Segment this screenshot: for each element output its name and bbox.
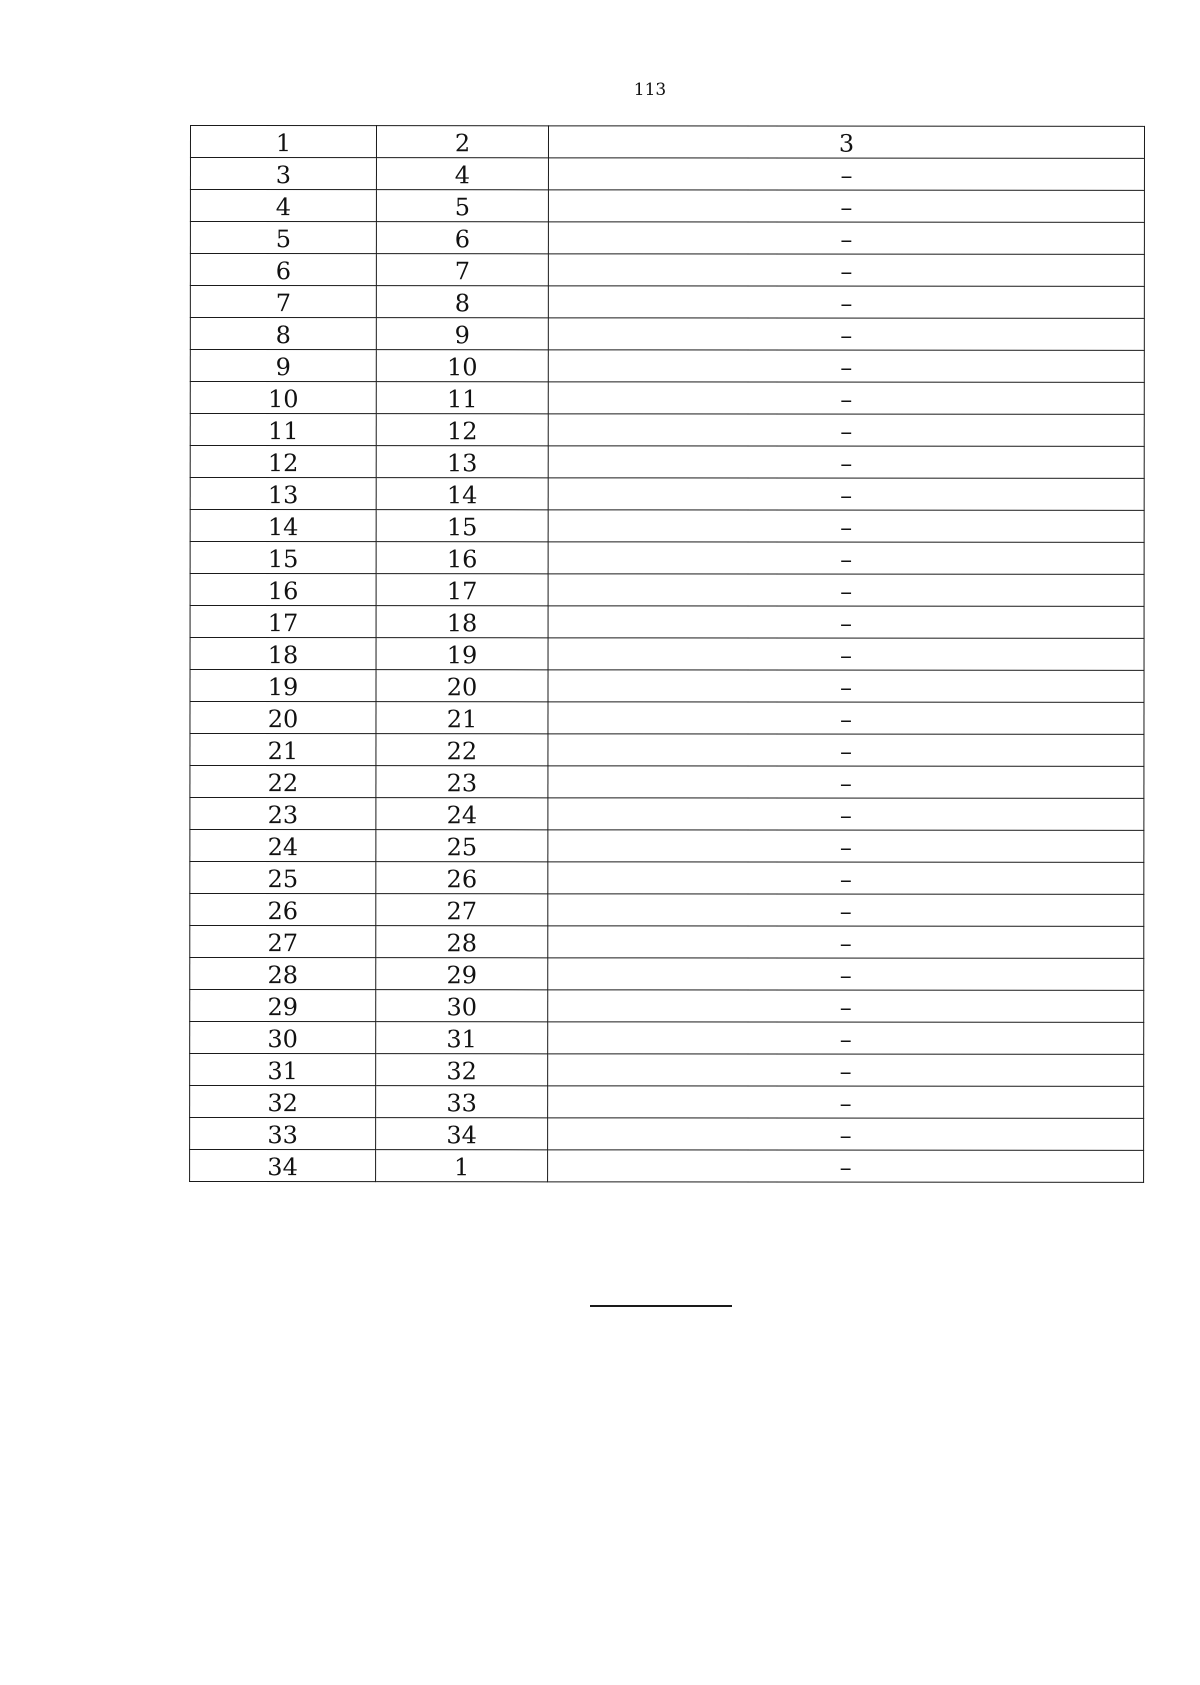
- table-cell-col3: –: [548, 1054, 1144, 1087]
- header-cell-col1: 1: [190, 126, 376, 158]
- table-cell-col3: –: [548, 606, 1144, 639]
- table-row: [190, 414, 1144, 447]
- table-cell-col2: 16: [376, 542, 548, 574]
- table-cell-col3: –: [548, 638, 1144, 671]
- table-row: [190, 638, 1144, 671]
- table-cell-col1: 5: [190, 222, 376, 254]
- table-row: [190, 1086, 1144, 1119]
- table-cell-col1: 34: [190, 1150, 376, 1182]
- table-cell-col1: 16: [190, 574, 376, 606]
- table-cell-col1: 15: [190, 542, 376, 574]
- table-cell-col2: 29: [376, 958, 548, 990]
- table-row: [190, 1054, 1144, 1087]
- table-row: [190, 862, 1144, 895]
- table-cell-col2: 15: [376, 510, 548, 542]
- table-cell-col1: 25: [190, 862, 376, 894]
- table-cell-col2: 22: [376, 734, 548, 766]
- table-cell-col1: 30: [190, 1022, 376, 1054]
- table-row: [190, 894, 1144, 927]
- table-row: [190, 286, 1144, 319]
- table-cell-col3: –: [548, 318, 1144, 351]
- table-cell-col1: 27: [190, 926, 376, 958]
- table-cell-col2: 8: [376, 286, 548, 318]
- table-cell-col2: 11: [376, 382, 548, 414]
- table-row: [190, 542, 1144, 575]
- table-row: [190, 382, 1144, 415]
- table-cell-col2: 24: [376, 798, 548, 830]
- table-row: [190, 510, 1144, 543]
- table-cell-col2: 19: [376, 638, 548, 670]
- table-cell-col3: –: [548, 702, 1144, 735]
- table-cell-col2: 30: [376, 990, 548, 1022]
- table-cell-col3: –: [548, 414, 1144, 447]
- table-row: [190, 798, 1144, 831]
- data-table: [189, 125, 1145, 1183]
- table-cell-col2: 25: [376, 830, 548, 862]
- table-cell-col3: –: [548, 862, 1144, 895]
- table-cell-col1: 6: [190, 254, 376, 286]
- table-cell-col3: –: [548, 958, 1144, 991]
- table-cell-col2: 26: [376, 862, 548, 894]
- table-row: [190, 830, 1144, 863]
- table-cell-col2: 6: [376, 222, 548, 254]
- table-row: [190, 222, 1144, 255]
- table-cell-col2: 27: [376, 894, 548, 926]
- table-cell-col2: 20: [376, 670, 548, 702]
- table-body: [190, 126, 1145, 1183]
- table-cell-col3: –: [548, 542, 1144, 575]
- table-cell-col1: 7: [190, 286, 376, 318]
- table-cell-col1: 14: [190, 510, 376, 542]
- table-cell-col1: 9: [190, 350, 376, 382]
- table-cell-col2: 28: [376, 926, 548, 958]
- table-cell-col2: 17: [376, 574, 548, 606]
- table-cell-col1: 3: [190, 158, 376, 190]
- table-cell-col1: 4: [190, 190, 376, 222]
- table-cell-col2: 13: [376, 446, 548, 478]
- table-cell-col2: 31: [376, 1022, 548, 1054]
- table-cell-col3: –: [548, 286, 1144, 319]
- table-cell-col3: –: [548, 222, 1144, 255]
- table-cell-col3: –: [548, 926, 1144, 959]
- table-cell-col3: –: [548, 478, 1144, 511]
- table-cell-col3: –: [548, 1150, 1144, 1183]
- table-header-row: [190, 126, 1144, 159]
- table-cell-col2: 18: [376, 606, 548, 638]
- table-cell-col3: –: [548, 382, 1144, 415]
- table-row: [190, 702, 1144, 735]
- table-cell-col1: 28: [190, 958, 376, 990]
- table-cell-col3: –: [548, 1086, 1144, 1119]
- table-cell-col3: –: [548, 1118, 1144, 1151]
- table-cell-col2: 12: [376, 414, 548, 446]
- end-rule: [590, 1305, 732, 1307]
- table-row: [190, 478, 1144, 511]
- table-row: [190, 574, 1144, 607]
- table-cell-col3: –: [548, 350, 1144, 383]
- table-cell-col1: 26: [190, 894, 376, 926]
- table-cell-col3: –: [548, 254, 1144, 287]
- table-cell-col1: 29: [190, 990, 376, 1022]
- table-cell-col3: –: [548, 766, 1144, 799]
- table-cell-col1: 13: [190, 478, 376, 510]
- table-cell-col2: 34: [376, 1118, 548, 1150]
- table-cell-col3: –: [548, 830, 1144, 863]
- table-cell-col3: –: [548, 158, 1144, 191]
- table-cell-col1: 19: [190, 670, 376, 702]
- table-cell-col3: –: [548, 798, 1144, 831]
- table-cell-col1: 20: [190, 702, 376, 734]
- table-cell-col2: 32: [376, 1054, 548, 1086]
- table-cell-col1: 32: [190, 1086, 376, 1118]
- table-cell-col1: 18: [190, 638, 376, 670]
- table-cell-col3: –: [548, 990, 1144, 1023]
- table-row: [190, 318, 1144, 351]
- table-cell-col1: 10: [190, 382, 376, 414]
- table-row: [190, 734, 1144, 767]
- table-row: [190, 670, 1144, 703]
- table-cell-col3: –: [548, 574, 1144, 607]
- table-cell-col1: 22: [190, 766, 376, 798]
- table-row: [190, 606, 1144, 639]
- table-cell-col2: 5: [376, 190, 548, 222]
- table-cell-col3: –: [548, 894, 1144, 927]
- table-cell-col1: 31: [190, 1054, 376, 1086]
- table-cell-col3: –: [548, 670, 1144, 703]
- table-row: [190, 990, 1144, 1023]
- table-cell-col1: 21: [190, 734, 376, 766]
- page-number: 113: [633, 80, 667, 100]
- table-cell-col2: 33: [376, 1086, 548, 1118]
- table-cell-col2: 21: [376, 702, 548, 734]
- table-cell-col1: 17: [190, 606, 376, 638]
- table-cell-col2: 10: [376, 350, 548, 382]
- table-row: [190, 1022, 1144, 1055]
- header-cell-col3: 3: [548, 126, 1144, 159]
- table-row: [190, 766, 1144, 799]
- table-cell-col2: 7: [376, 254, 548, 286]
- table-cell-col3: –: [548, 190, 1144, 223]
- table-row: [190, 158, 1144, 191]
- table-cell-col3: –: [548, 446, 1144, 479]
- header-cell-col2: 2: [376, 126, 548, 158]
- table-cell-col3: –: [548, 510, 1144, 543]
- table-cell-col1: 8: [190, 318, 376, 350]
- table-row: [190, 350, 1144, 383]
- table-cell-col1: 11: [190, 414, 376, 446]
- table-cell-col2: 4: [376, 158, 548, 190]
- table-row: [190, 926, 1144, 959]
- table-row: [190, 446, 1144, 479]
- table-cell-col2: 14: [376, 478, 548, 510]
- table-cell-col2: 23: [376, 766, 548, 798]
- table-row: [190, 1118, 1144, 1151]
- table-cell-col3: –: [548, 1022, 1144, 1055]
- table-cell-col2: 1: [376, 1150, 548, 1182]
- table-cell-col1: 33: [190, 1118, 376, 1150]
- table-row: [190, 190, 1144, 223]
- table-cell-col1: 24: [190, 830, 376, 862]
- table-row: [190, 958, 1144, 991]
- table-cell-col1: 23: [190, 798, 376, 830]
- table-cell-col3: –: [548, 734, 1144, 767]
- table-cell-col2: 9: [376, 318, 548, 350]
- table-cell-col1: 12: [190, 446, 376, 478]
- table-row: [190, 254, 1144, 287]
- table-row: [190, 1150, 1144, 1183]
